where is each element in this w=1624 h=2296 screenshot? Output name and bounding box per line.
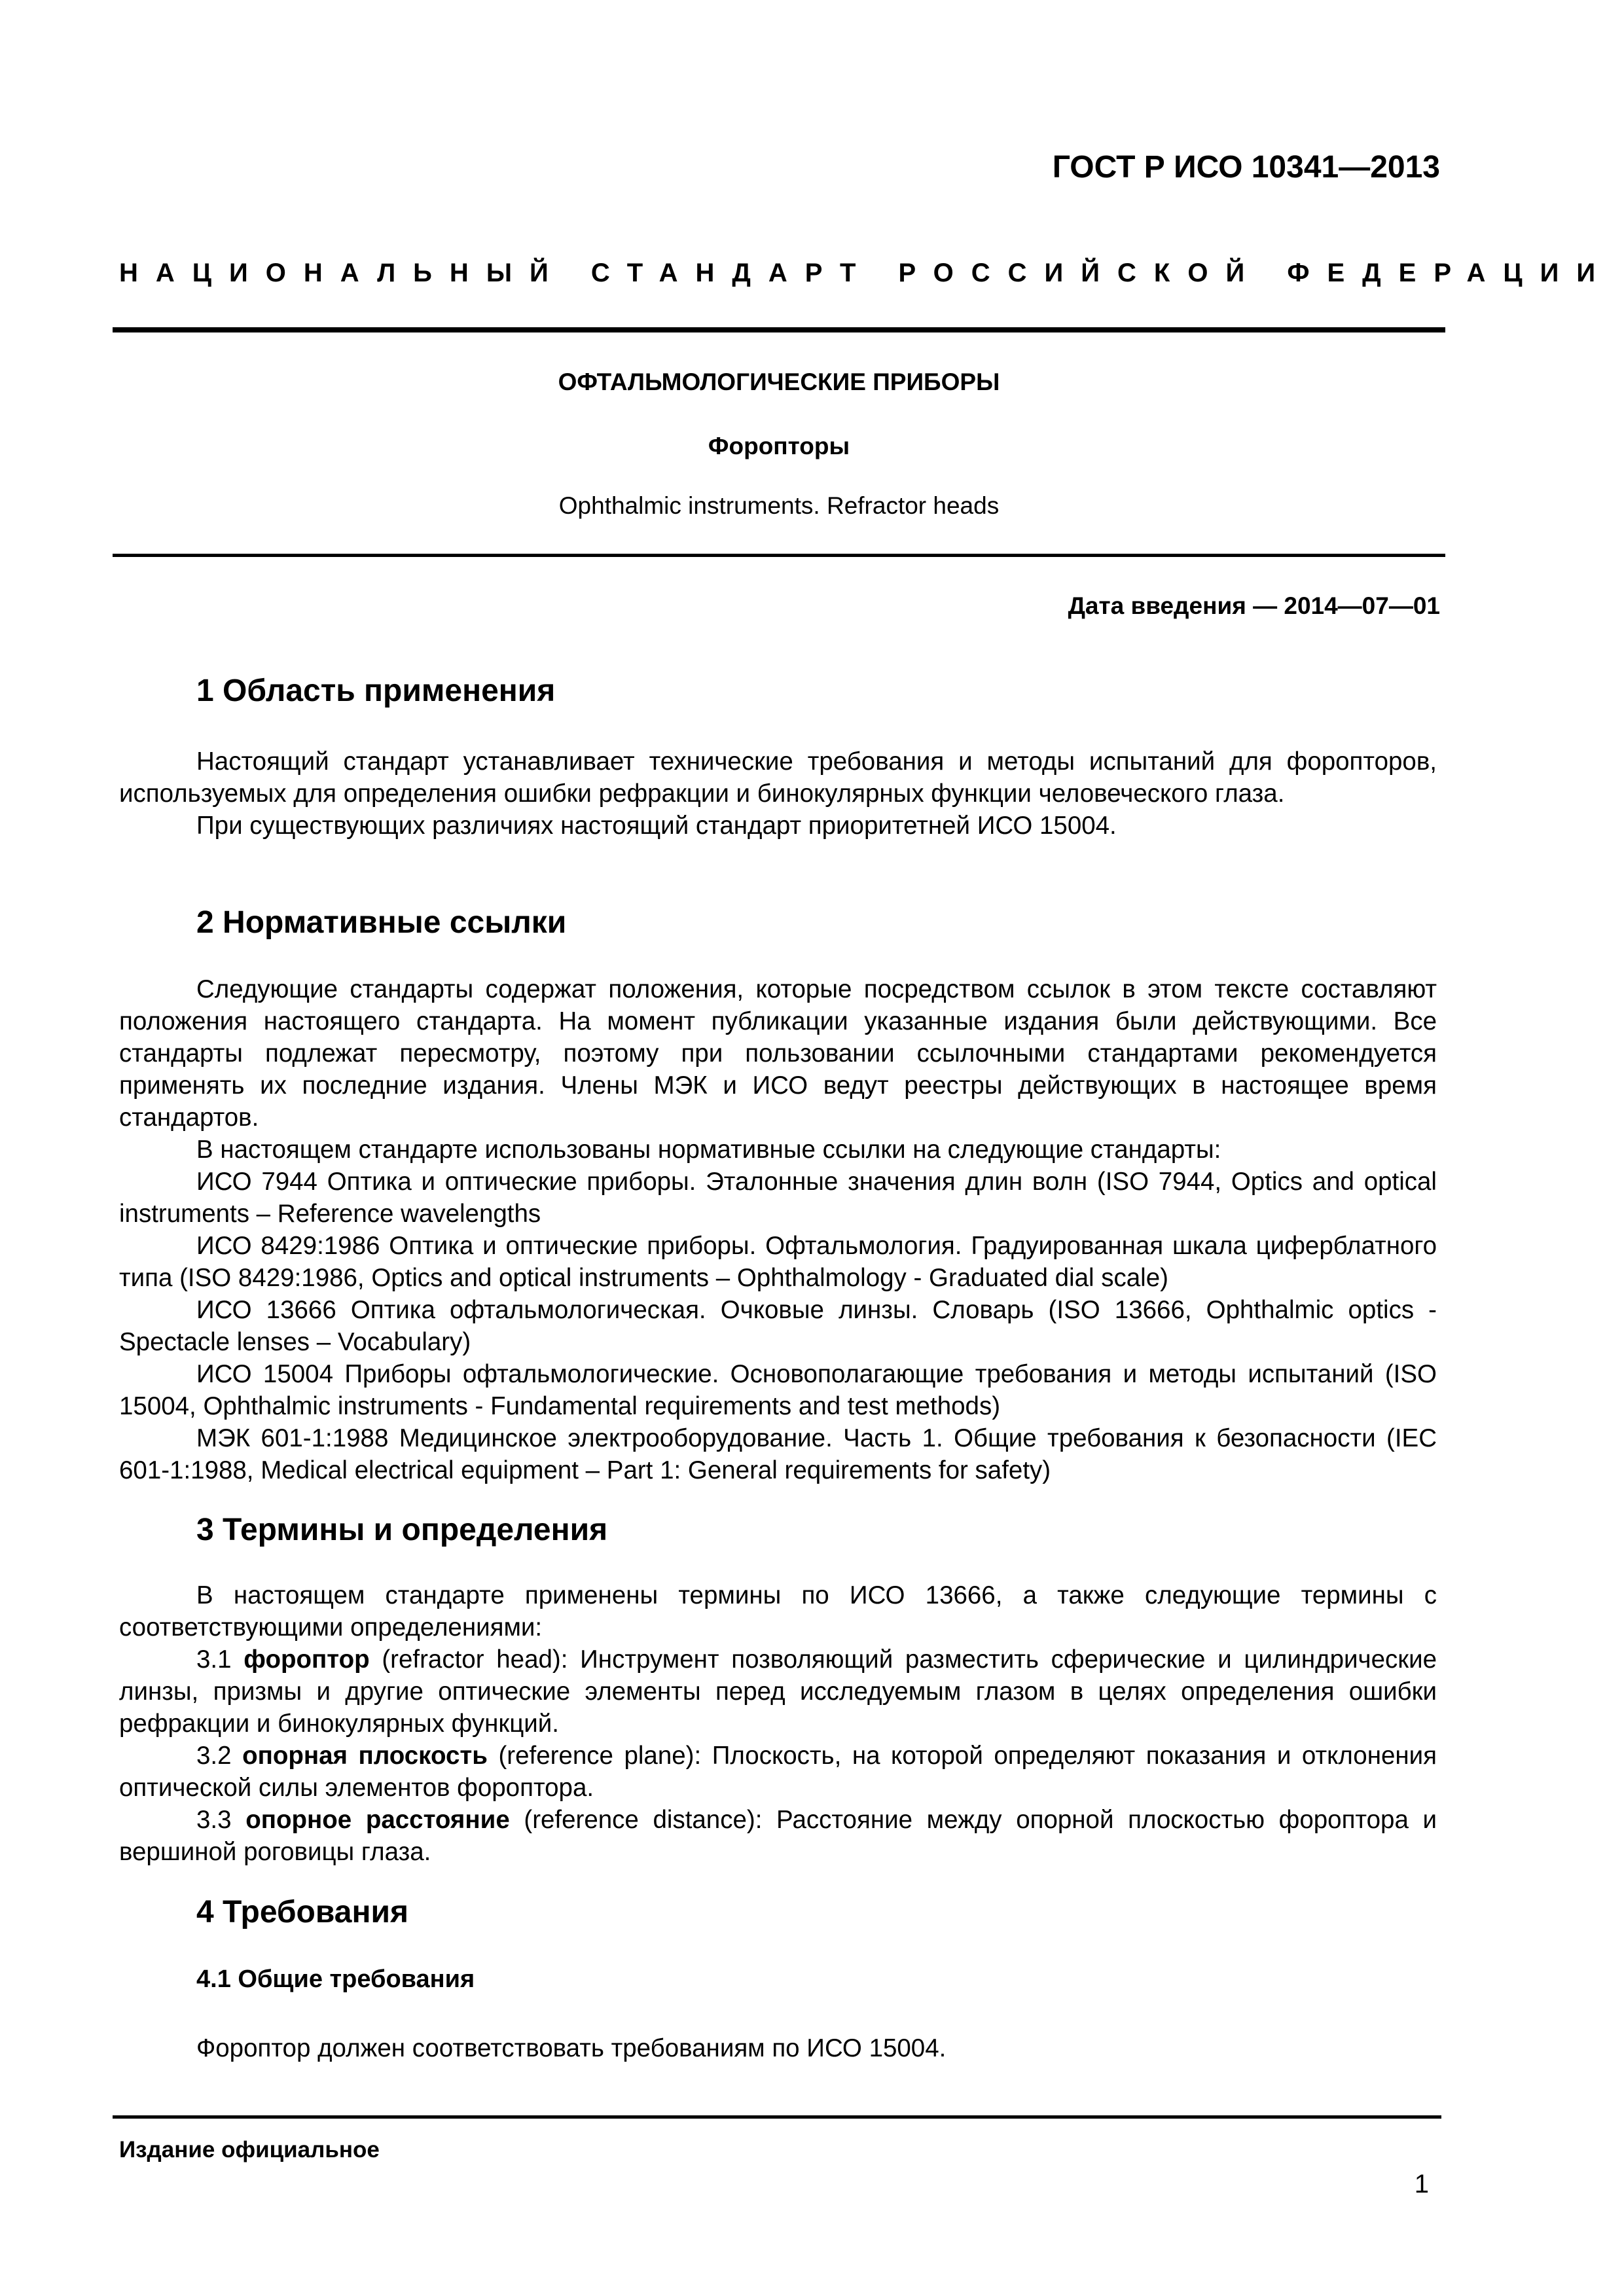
- top-thick-rule: [113, 327, 1445, 332]
- term-name: фороптор: [244, 1645, 370, 1674]
- reference-item: МЭК 601-1:1988 Медицинское электрооборудование. Часть 1. Общие требования к безопасности (IEC 601-1:1988, Medical electrical equipment – Part 1: General requirements for safety): [119, 1424, 1437, 1484]
- section-4-heading: 4 Требования: [196, 1895, 408, 1929]
- term-text: (refractor head): Инструмент позволяющий разместить сферические и цилиндрические линзы, призмы и другие оптические элементы перед исследуемым глазом в целях определения ошибки рефракции и бинокулярных функций.: [119, 1645, 1437, 1738]
- reference-item: ИСО 7944 Оптика и оптические приборы. Эталонные значения длин волн (ISO 7944, Optics and optical instruments – Reference wavelengths: [119, 1168, 1437, 1228]
- term-definition: [119, 1740, 1437, 1804]
- section-3-body: [119, 1579, 1437, 1868]
- term-number: 3.1: [196, 1645, 232, 1674]
- document-title-english: Ophthalmic instruments. Refractor heads: [558, 492, 1000, 519]
- term-text: (reference plane): Плоскость, на которой определяют показания и отклонения оптической силы элементов фороптора.: [119, 1742, 1437, 1802]
- section-2-heading: 2 Нормативные ссылки: [196, 905, 567, 940]
- reference-item: ИСО 13666 Оптика офтальмологическая. Очковые линзы. Словарь (ISO 13666, Ophthalmic optics - Spectacle lenses – Vocabulary): [119, 1296, 1437, 1356]
- reference-item: ИСО 15004 Приборы офтальмологические. Основополагающие требования и методы испытаний (ISO 15004, Ophthalmic instruments - Fundamental requirements and test methods): [119, 1360, 1437, 1420]
- introduction-date: Дата введения — 2014—07—01: [1068, 592, 1440, 619]
- term-name: опорное расстояние: [245, 1806, 510, 1834]
- document-title: ОФТАЛЬМОЛОГИЧЕСКИЕ ПРИБОРЫ: [558, 368, 1000, 395]
- document-number: ГОСТ Р ИСО 10341—2013: [1052, 150, 1440, 185]
- paragraph: В настоящем стандарте использованы нормативные ссылки на следующие стандарты:: [196, 1136, 1221, 1164]
- section-1-body: [119, 745, 1437, 842]
- paragraph: В настоящем стандарте применены термины по ИСО 13666, а также следующие термины с соответствующими определениями:: [119, 1581, 1437, 1641]
- section-1-heading: 1 Область применения: [196, 673, 556, 708]
- term-number: 3.3: [196, 1806, 232, 1834]
- official-edition-label: Издание официальное: [119, 2137, 380, 2162]
- page-number: 1: [1414, 2170, 1429, 2198]
- term-definition: [119, 1804, 1437, 1868]
- paragraph: Следующие стандарты содержат положения, которые посредством ссылок в этом тексте составляют положения настоящего стандарта. На момент публикации указанные издания были действующими. Все стандарты подлежат пересмотру, поэтому при пользовании ссылочными стандартами рекомендуется применять их последние издания. Члены МЭК и ИСО ведут реестры действующих в настоящее время стандартов.: [119, 975, 1437, 1132]
- title-rule: [113, 554, 1445, 557]
- reference-item: ИСО 8429:1986 Оптика и оптические приборы. Офтальмология. Градуированная шкала циферблатного типа (ISO 8429:1986, Optics and optical instruments – Ophthalmology - Graduated dial scale): [119, 1232, 1437, 1292]
- term-text: (reference distance): Расстояние между опорной плоскостью фороптора и вершиной роговицы глаза.: [119, 1806, 1437, 1866]
- section-2-body: [119, 973, 1437, 1486]
- footer-rule: [113, 2115, 1441, 2119]
- term-number: 3.2: [196, 1742, 232, 1770]
- paragraph: Настоящий стандарт устанавливает технические требования и методы испытаний для форопторов, используемых для определения ошибки рефракции и бинокулярных функции человеческого глаза.: [119, 747, 1437, 808]
- paragraph: Фороптор должен соответствовать требованиям по ИСО 15004.: [196, 2034, 947, 2062]
- national-standard-heading: НАЦИОНАЛЬНЫЙ СТАНДАРТ РОССИЙСКОЙ ФЕДЕРАЦИИ: [119, 259, 1614, 287]
- paragraph: При существующих различиях настоящий стандарт приоритетней ИСО 15004.: [196, 812, 1117, 840]
- section-3-heading: 3 Термины и определения: [196, 1513, 608, 1547]
- term-definition: [119, 1643, 1437, 1740]
- document-subtitle: Форопторы: [708, 433, 850, 459]
- section-4-1-heading: 4.1 Общие требования: [196, 1965, 475, 1993]
- section-4-body: [119, 2032, 1437, 2064]
- term-name: опорная плоскость: [242, 1742, 488, 1770]
